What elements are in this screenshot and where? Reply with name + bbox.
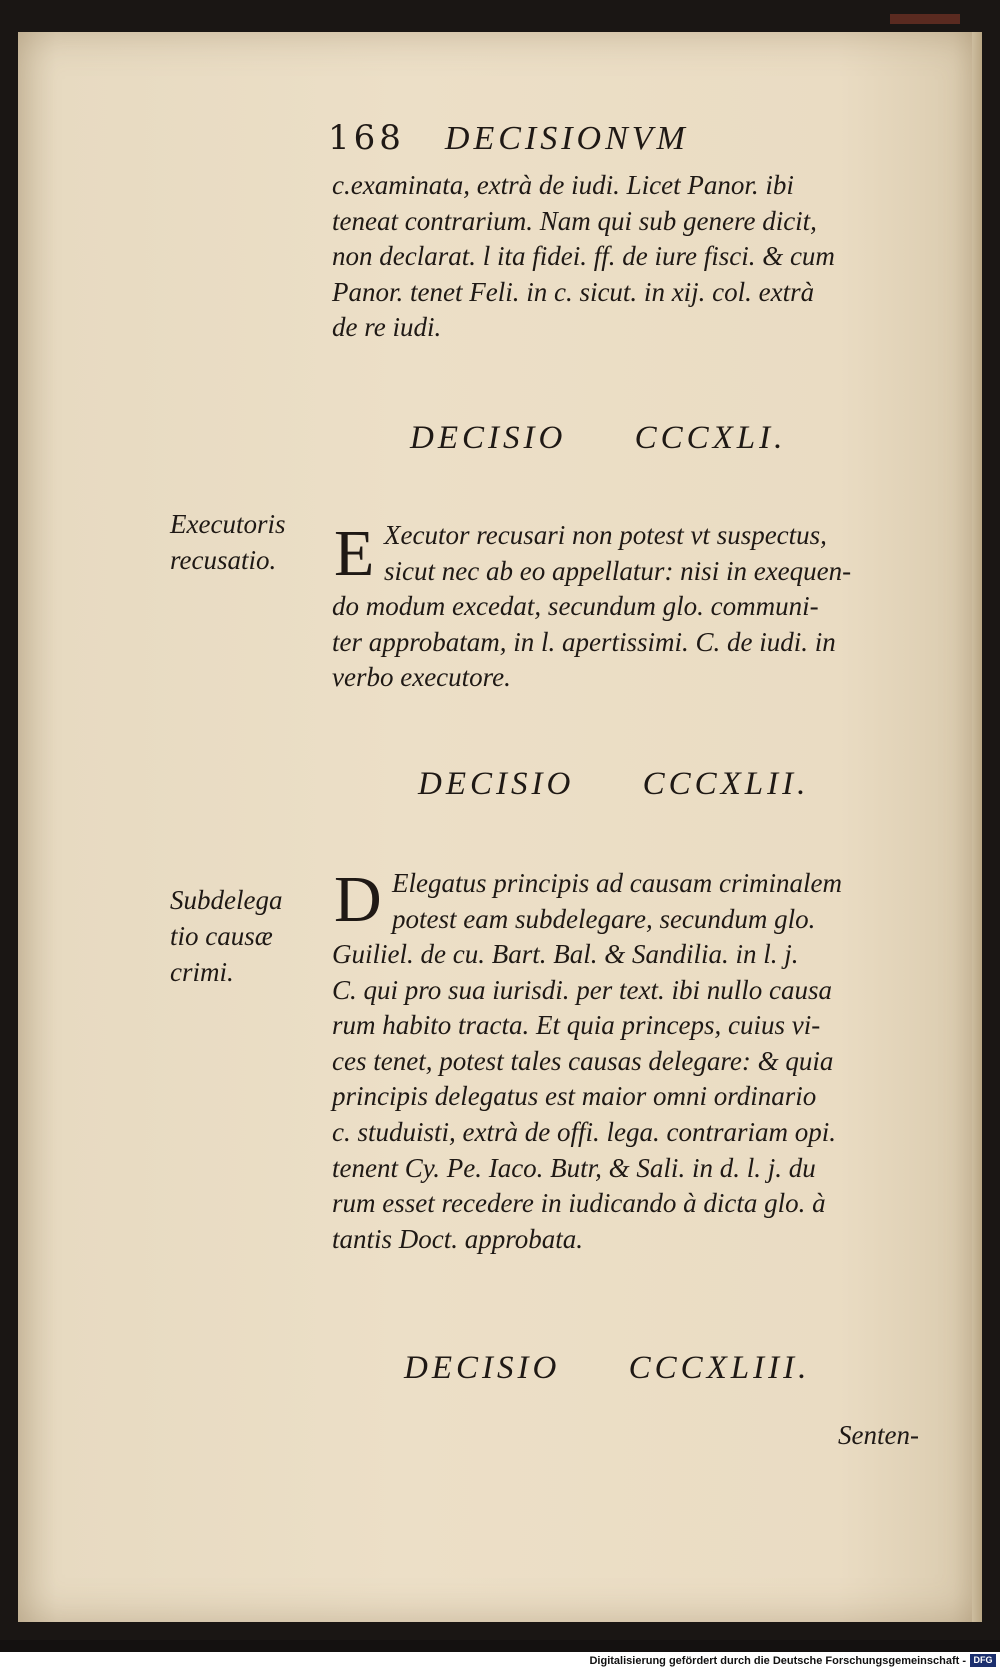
text-line: tantis Doct. approbata. [332,1223,584,1254]
catchword: Senten- [838,1420,919,1450]
heading-number: CCCXLI. [634,420,787,456]
footer-credit: Digitalisierung gefördert durch die Deutsche Forschungsgemeinschaft - [589,1655,966,1667]
text-line: c. studuisti, extrà de offi. lega. contrariam opi. [332,1116,836,1147]
text-line: sicut nec ab eo appellatur: nisi in exequen- [384,555,852,586]
margin-note-line: recusatio. [170,545,277,575]
text-line: verbo executore. [332,662,511,693]
decision-paragraph-cont [332,589,954,696]
text-line: potest eam subdelegare, secundum glo. [392,903,816,934]
text-line: tenent Cy. Pe. Iaco. Butr, & Sali. in d. l. j. du [332,1152,816,1183]
text-line: ces tenet, potest tales causas delegare: & quia [332,1045,834,1076]
heading-label: DECISIO [418,766,575,802]
decision-paragraph-cont [332,937,954,1257]
decision-heading [410,420,786,457]
text-line: c.examinata, extrà de iudi. Licet Panor. ibi [332,170,794,200]
text-line: Guiliel. de cu. Bart. Bal. & Sandilia. in l. j. [332,939,799,969]
text-line: C. qui pro sua iurisdi. per text. ibi nullo causa [332,974,833,1005]
intro-paragraph [332,168,954,346]
margin-note-line: Executoris [170,509,286,539]
page-marker-tab [890,14,960,24]
dfg-logo: DFG [970,1654,996,1667]
decision-paragraph [392,866,954,937]
page-edge [972,32,982,1622]
decision-heading [404,1350,810,1387]
drop-initial: D [334,863,382,936]
text-line: non declarat. l ita fidei. ff. de iure fisci. & cum [332,241,835,272]
heading-number: CCCXLII. [642,766,810,802]
page-number: 168 [328,118,405,158]
decision-heading [418,766,809,803]
text-line: Xecutor recusari non potest vt suspectus, [384,520,827,550]
text-line: principis delegatus est maior omni ordinario [332,1081,817,1112]
text-line: ter approbatam, in l. apertissimi. C. de iudi. in [332,626,836,657]
text-line: de re iudi. [332,312,442,343]
margin-note-line: Subdelega [170,885,283,915]
margin-note-line: crimi. [170,957,234,987]
text-line: do modum excedat, secundum glo. communi- [332,591,819,621]
heading-label: DECISIO [404,1350,561,1386]
margin-note [170,506,330,578]
heading-label: DECISIO [410,420,567,456]
running-header [328,118,808,168]
running-head-title: DECISIONVM [444,120,689,157]
heading-number: CCCXLIII. [628,1350,811,1386]
text-line: Panor. tenet Feli. in c. sicut. in xij. col. extrà [332,276,815,307]
drop-initial: E [334,517,375,590]
margin-note-line: tio causæ [170,921,273,951]
text-line: Elegatus principis ad causam criminalem [392,868,842,898]
decision-paragraph [384,518,954,589]
text-line: teneat contrarium. Nam qui sub genere dicit, [332,205,817,236]
text-line: rum habito tracta. Et quia princeps, cuius vi- [332,1010,821,1041]
margin-note [170,882,330,990]
text-line: rum esset recedere in iudicando à dicta glo. à [332,1188,826,1219]
